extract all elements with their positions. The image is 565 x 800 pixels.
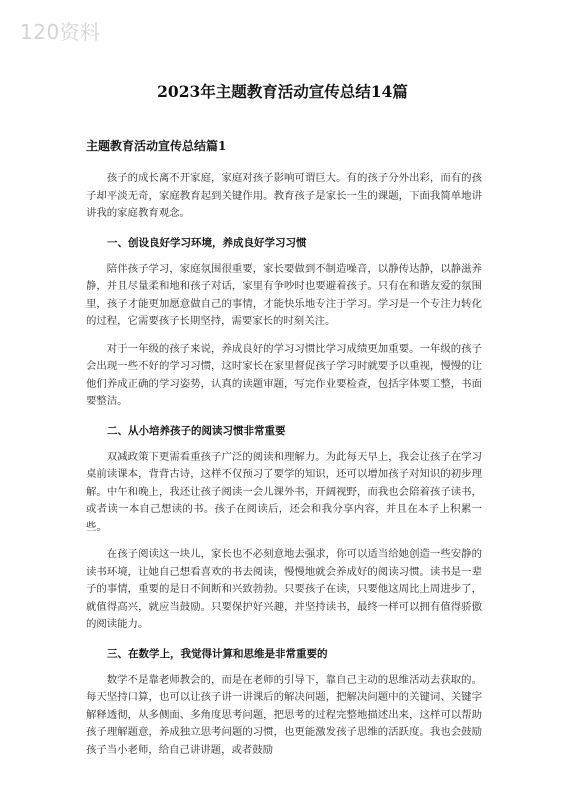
subheading-2: 二、从小培养孩子的阅读习惯非常重要	[107, 424, 286, 437]
paragraph-4: 双减政策下更需看重孩子广泛的阅读和理解力。为此每天早上，我会让孩子在学习桌前读课本，背背古诗，这样不仅预习了要学的知识，还可以增加孩子对知识的初步理解。中午和晚上，我还让孩子阅读一会儿课外书，开阔视野，而我也会陪着孩子读书，或者读一本自己想读的书。孩子在阅读后，还会和我分享内容，并且在本子上积累一些。	[86, 450, 482, 533]
watermark: 120资料	[20, 20, 101, 44]
subheading-1: 一、创设良好学习环境，养成良好学习习惯	[107, 236, 307, 249]
subheading-3: 三、在数学上，我觉得计算和思维是非常重要的	[107, 647, 328, 660]
paragraph-intro: 孩子的成长离不开家庭，家庭对孩子影响可谓巨大。有的孩子分外出彩，而有的孩子却平淡无奇，家庭教育起到关键作用。教育孩子是家长一生的课题，下面我简单地讲讲我的家庭教育观念。	[86, 172, 482, 219]
section-title: 主题教育活动宣传总结篇1	[86, 139, 227, 153]
document-body	[86, 137, 482, 769]
paragraph-5: 在孩子阅读这一块儿，家长也不必刻意地去强求，你可以适当给她创造一些安静的读书环境，让她自己想看喜欢的书去阅读，慢慢地就会养成好的阅读习惯。读书是一辈子的事情，重要的是日不间断和兴致勃勃。只要孩子在读，只要他这周比上周进步了，就值得高兴，就应当鼓励。只要保护好兴趣，并坚持读书，最终一样可以拥有值得骄傲的阅读能力。	[86, 548, 482, 630]
paragraph-3: 对于一年级的孩子来说，养成良好的学习习惯比学习成绩更加重要。一年级的孩子会出现一些不好的学习习惯，这时家长在家里督促孩子学习时就要予以重视，慢慢的让他们养成正确的学习姿势，认真的读题审题，写完作业要检查，包括字体要工整，书面要整洁。	[86, 342, 482, 407]
paragraph-2: 陪伴孩子学习，家庭氛围很重要，家长要做到不制造噪音，以静传达静，以静滋养静，并且尽量柔和地和孩子对话，家里有争吵时也要避着孩子。只有在和谐友爱的氛围里，孩子才能更加愿意做自己的事情，才能快乐地专注于学习。学习是一个专注力转化的过程，它需要孩子长期坚持，需要家长的时刻关注。	[86, 262, 482, 327]
document-title: 2023年主题教育活动宣传总结14篇	[157, 82, 408, 101]
paragraph-6: 数学不是靠老师教会的，而是在老师的引导下，靠自己主动的思维活动去获取的。每天坚持口算，也可以让孩子讲一讲课后的解决问题，把解决问题中的关键词、关键字解释透彻，从多侧面、多角度思考问题，把思考的过程完整地描述出来，这样可以帮助孩子理解题意，养成独立思考问题的习惯，也更能激发孩子思维的活跃度。我也会鼓励孩子当小老师，给自己讲讲题，或者鼓励	[86, 673, 482, 756]
